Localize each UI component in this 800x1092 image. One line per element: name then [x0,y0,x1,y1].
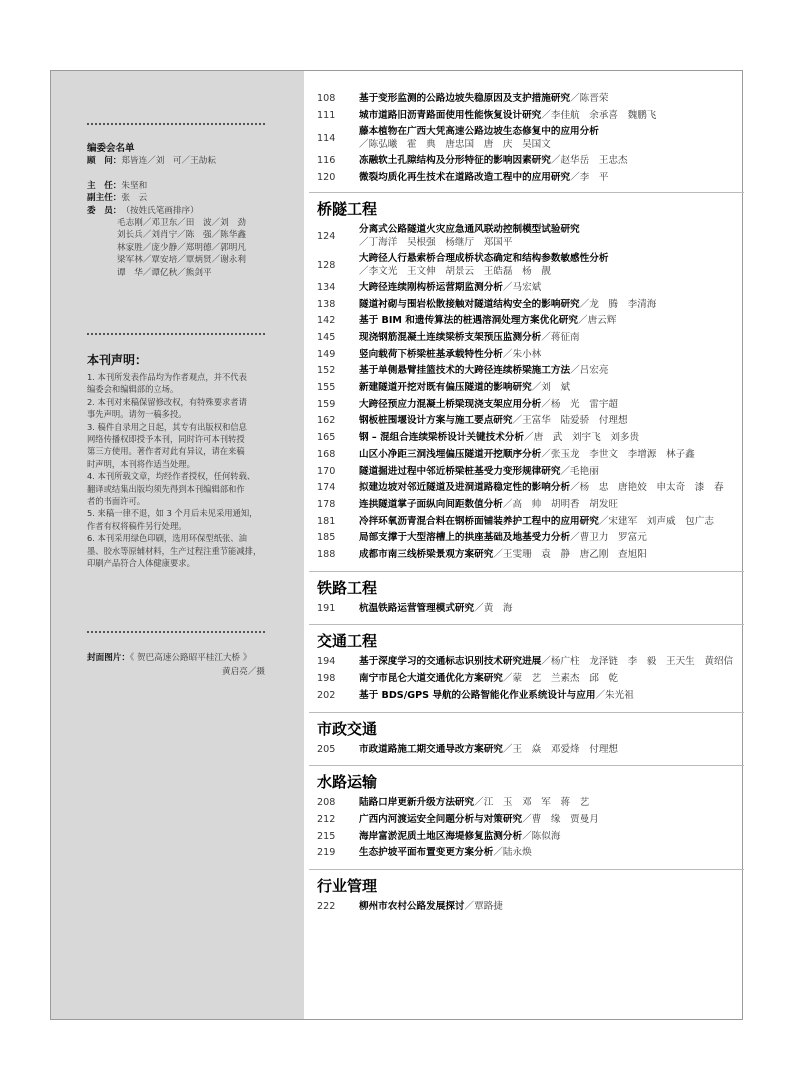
toc-authors: ／王 焱 邓爱烽 付理想 [502,743,619,755]
advisors-row [87,155,269,167]
toc-authors: ／李 平 [570,172,609,184]
cover-info [87,651,269,679]
toc-page-number: 185 [317,532,336,544]
toc-authors: ／黄 海 [474,602,513,614]
toc-authors: ／李佳航 余承喜 魏鹏飞 [541,109,657,121]
toc-title: 大跨径人行悬索桥合理成桥状态确定和结构参数敏感性分析 [359,252,609,264]
toc-page-number: 212 [317,813,336,825]
section-heading: 市政交通 [317,719,378,738]
toc-title: 成都市南三线桥梁景观方案研究 [359,549,494,560]
toc-page-number: 149 [317,348,336,360]
toc-authors: ／赵华岳 王忠杰 [550,155,628,167]
toc-authors: ／丁海洋 吴根强 杨继厅 郑国平 [359,236,513,248]
toc-entry-text [359,602,743,615]
toc-entry-text [359,672,743,685]
deputy-row [87,192,269,204]
statement-line: 4. 本刊所载文章，均经作者授权，任何转载、 [87,471,256,482]
toc-entry-text [359,743,743,756]
toc-page-number: 120 [317,172,336,184]
sidebar [51,71,304,1019]
director-name: 朱坚和 [121,180,148,191]
toc-entry-text [359,223,743,249]
toc-page-number: 134 [317,281,336,293]
toc-authors: ／朱小林 [502,348,542,360]
toc-page-number: 111 [317,109,336,121]
toc-authors: ／吕宏亮 [570,365,609,377]
cover-caption: 《 贺巴高速公路昭平桂江大桥 》 [129,653,252,663]
toc-title: 微裂均质化再生技术在道路改造工程中的应用研究 [359,172,571,184]
toc-authors: ／毛艳丽 [560,465,599,477]
toc-entry-text [359,398,743,411]
section-heading: 铁路工程 [317,578,378,597]
toc-page-number: 114 [317,133,336,145]
toc-entry-text [359,900,743,913]
toc-authors: ／朱光祖 [595,689,634,701]
dotted-divider [87,123,265,125]
advisors-names: 郑皆连／刘 可／王劼耘 [121,156,216,167]
toc-page-number: 170 [317,465,336,477]
statement-line: 事先声明。请勿一稿多投。 [87,409,187,420]
toc-title: 基于 BIM 和遗传算法的桩遇溶洞处理方案优化研究 [359,315,578,327]
toc-entry-text [359,655,743,668]
statement-title: 本刊声明： [87,353,148,367]
statement-line: 5. 来稿一律不退，如 3 个月后未见采用通知， [87,508,258,519]
toc-entry-text [359,252,743,278]
toc-page-number: 191 [317,602,336,614]
toc-entry-text [359,109,743,122]
toc-entry-text [359,548,743,561]
toc-title: 新建隧道开挖对既有偏压隧道的影响研究 [359,382,532,393]
toc-title: 大跨径连续刚构桥运营期监测分析 [359,281,503,293]
toc-title: 竖向载荷下桥梁桩基承载特性分析 [359,348,503,360]
toc-title: 基于变形监测的公路边坡失稳原因及支护措施研究 [359,93,571,104]
statement-line: 6. 本刊采用绿色印刷，选用环保型纸张、油 [87,533,247,544]
toc-title: 拟建边坡对邻近隧道及进洞道路稳定性的影响分析 [359,482,571,494]
toc-page-number: 138 [317,298,336,310]
section-heading: 交通工程 [317,632,378,651]
toc-title: 大跨径预应力混凝土桥梁现浇支架应用分析 [359,398,542,410]
toc-entry-text [359,414,743,427]
toc-authors: ／李文光 王文伸 胡景云 王皓磊 杨 靓 [359,265,551,277]
section-divider [309,765,744,766]
section-divider [309,571,744,572]
statement-line: 网络传播权即授予本刊，同时许可本刊转授 [87,434,245,445]
toc-page-number: 108 [317,93,336,104]
toc-entry-text [359,171,743,184]
members-note: （按姓氏笔画排序） [121,205,199,216]
members-line: 刘长兵／刘肖宁／陈 强／陈华鑫 [117,230,246,241]
toc-authors: ／龙 腾 李清海 [579,298,657,310]
toc-title: 城市道路旧沥青路面使用性能恢复设计研究 [359,109,542,121]
toc-page-number: 124 [317,230,336,242]
toc-page-number: 198 [317,673,336,685]
toc-title: 连拱隧道掌子面纵向间距数值分析 [359,498,503,510]
advisors-key: 顾 问： [87,156,122,167]
toc-entry-text [359,364,743,377]
toc-title: 隧道衬砌与围岩松散接触对隧道结构安全的影响研究 [359,298,580,310]
dotted-divider [87,333,265,335]
toc-entry-text [359,498,743,511]
toc-title: 冷拌环氧沥青混合料在钢桥面铺装养护工程中的应用研究 [359,515,599,527]
section-divider [309,192,744,193]
toc-page-number: 142 [317,315,336,327]
section-divider [309,712,744,713]
toc-title: 隧道掘进过程中邻近桥梁桩基受力变形规律研究 [359,465,561,477]
toc-page-number: 222 [317,901,336,912]
toc-title: 市政道路施工期交通导改方案研究 [359,743,503,755]
toc-title: 现浇钢筋混凝土连续梁桥支架预压监测分析 [359,331,542,343]
toc-entry-text [359,431,743,444]
toc-page-number: 188 [317,549,336,560]
toc-authors: ／杨 忠 唐艳姣 申太奇 漆 春 [570,482,724,494]
dotted-divider [87,631,265,633]
toc-page-number: 128 [317,259,336,271]
cover-credit: 黄启亮／摄 [222,667,265,677]
statement-line: 1. 本刊所发表作品均为作者观点，并不代表 [87,372,247,382]
toc-entry-text [359,348,743,361]
toc-title: 冻融软土孔隙结构及分形特征的影响因素研究 [359,155,551,167]
members-line: 林家胜／庞少静／郑明德／郭明凡 [117,242,246,253]
toc-authors: ／马宏斌 [502,281,542,293]
section-heading: 水路运输 [317,773,378,792]
toc-page-number: 194 [317,656,336,668]
toc-authors: ／江 玉 邓 军 蒋 艺 [474,797,590,809]
statement-line: 翻译或结集出版均须先得到本刊编辑部和作 [87,483,245,494]
toc-entry-text [359,381,743,394]
members-line: 梁军林／覃安培／覃炳贤／谢永利 [117,255,246,266]
toc-authors: ／曹 缘 贾曼月 [522,813,599,825]
toc-page-number: 159 [317,398,336,410]
toc-page-number: 208 [317,797,336,809]
statement-line: 时声明，本刊将作适当处理。 [87,458,195,469]
toc-title: 基于 BDS/GPS 导航的公路智能化作业系统设计与应用 [359,689,596,701]
toc-authors: ／杨 光 雷宇超 [541,398,619,410]
toc-entry-text [359,830,743,843]
toc-authors: ／曹卫力 罗富元 [570,532,647,544]
toc-authors: ／覃路捷 [464,901,503,912]
cover-key: 封面图片： [87,653,130,663]
toc-entry-text [359,448,743,461]
section-divider [309,869,744,870]
toc-authors: ／蒙 艺 兰素杰 邱 乾 [502,673,619,685]
statement-line: 3. 稿件自录用之日起，其专有出版权和信息 [87,421,247,432]
toc-title: 山区小净距三洞浅埋偏压隧道开挖顺序分析 [359,448,542,460]
members-key: 委 员： [87,205,122,216]
toc-authors: ／陈弘曦 霍 典 唐忠国 唐 庆 吴国文 [359,139,551,151]
toc-entry-text [359,465,743,478]
toc-entry-text [359,314,743,327]
toc-entry-text [359,846,743,859]
toc-title: 基于深度学习的交通标志识别技术研究进展 [359,656,542,668]
toc-title: 陆路口岸更新升级方法研究 [359,797,475,809]
toc-title: 局部支撑于大型溶槽上的拱座基础及地基受力分析 [359,532,571,544]
statement-line: 2. 本刊对来稿保留修改权，有特殊要求者请 [87,396,247,407]
toc-title: 藤本植物在广西大凭高速公路边坡生态修复中的应用分析 [359,126,599,138]
toc-page-number: 181 [317,515,336,527]
statement-body [87,371,269,570]
members-row [87,205,269,217]
toc-title: 钢 – 混组合连续梁桥设计关键技术分析 [359,432,524,444]
toc-authors: ／张玉龙 李世文 李增源 林子鑫 [541,448,695,460]
director-row [87,180,269,192]
toc-authors: ／宋建军 刘声威 包广志 [598,515,714,527]
toc-entry-text [359,531,743,544]
toc-authors: ／唐云辉 [577,315,617,327]
toc-title: 海岸富淤泥质土地区海堤修复监测分析 [359,830,523,842]
toc-entry-text [359,125,743,151]
deputy-key: 副主任： [87,193,122,204]
toc-entry-text [359,92,743,105]
toc-entry-text [359,281,743,294]
toc-authors: ／唐 武 刘宇飞 刘多贵 [523,432,640,444]
toc-authors: ／王富华 陆爱骄 付理想 [512,415,628,427]
toc-authors: ／陆永焕 [493,847,532,859]
statement-line: 编委会和编辑部的立场。 [87,384,179,395]
toc-title: 钢板桩围堰设计方案与施工要点研究 [359,415,513,427]
editorial-title: 编委会名单 [87,143,135,154]
toc-authors: ／高 帅 胡明香 胡发旺 [502,498,619,510]
toc-entry-text [359,813,743,826]
toc-authors: ／陈似海 [522,830,561,842]
toc-entry-text [359,154,743,167]
toc-page-number: 215 [317,830,336,842]
toc-page-number: 205 [317,743,336,755]
director-key: 主 任： [87,180,122,191]
members-list [87,217,269,279]
toc-title: 分离式公路隧道火灾应急通风联动控制模型试验研究 [359,223,580,235]
deputy-name: 张 云 [121,193,148,204]
editorial-board [87,143,269,279]
toc-entry-text [359,515,743,528]
members-line: 谭 华／谭亿秋／熊剑平 [117,267,212,278]
toc-page-number: 155 [317,382,336,393]
toc-page-number: 165 [317,432,336,444]
statement-line: 者的书面许可。 [87,496,146,507]
toc-title: 基于单侧悬臂挂篮技术的大跨径连续桥梁施工方法 [359,365,571,377]
toc-entry-text [359,298,743,311]
section-heading: 行业管理 [317,877,378,895]
toc-entry-text [359,481,743,494]
toc-page-number: 174 [317,482,336,494]
toc-page-number: 168 [317,448,336,460]
statement-line: 墨、胶水等原辅材料，生产过程注重节能减排， [87,545,262,556]
toc-page-number: 178 [317,498,336,510]
toc-authors: ／杨广柱 龙泽链 李 毅 王天生 黄绍信 [541,656,734,668]
toc-title: 柳州市农村公路发展探讨 [359,901,465,912]
toc-authors: ／王雯珊 袁 静 唐乙刚 查旭阳 [493,549,647,560]
toc-authors: ／陈晋荣 [570,93,609,104]
toc-title: 南宁市昆仑大道交通优化方案研究 [359,673,503,685]
toc-page-number: 202 [317,689,336,701]
toc-title: 生态护坡平面布置变更方案分析 [359,847,494,859]
toc-entry-text [359,331,743,344]
statement-line: 第三方使用。著作者对此有异议，请在来稿 [87,446,245,457]
toc-page-number: 162 [317,415,336,427]
page-frame [50,70,743,1020]
toc-authors: ／刘 斌 [531,382,571,393]
statement-line: 印刷产品符合人体健康要求。 [87,558,195,569]
toc-page-number: 152 [317,365,336,377]
section-heading: 桥隧工程 [317,199,378,218]
toc-title: 广西内河渡运安全问题分析与对策研究 [359,813,523,825]
toc-entry-text [359,796,743,809]
toc-page-number: 116 [317,155,336,167]
section-divider [309,624,744,625]
toc-title: 杭温铁路运营管理模式研究 [359,602,475,614]
members-line: 毛志刚／邓卫东／田 波／刘 劲 [117,218,246,229]
toc-page-number: 219 [317,847,336,859]
toc-entry-text [359,689,743,702]
statement-line: 作者有权将稿件另行处理。 [87,520,187,531]
toc-page-number: 145 [317,331,336,343]
toc-authors: ／蒋征南 [541,331,580,343]
